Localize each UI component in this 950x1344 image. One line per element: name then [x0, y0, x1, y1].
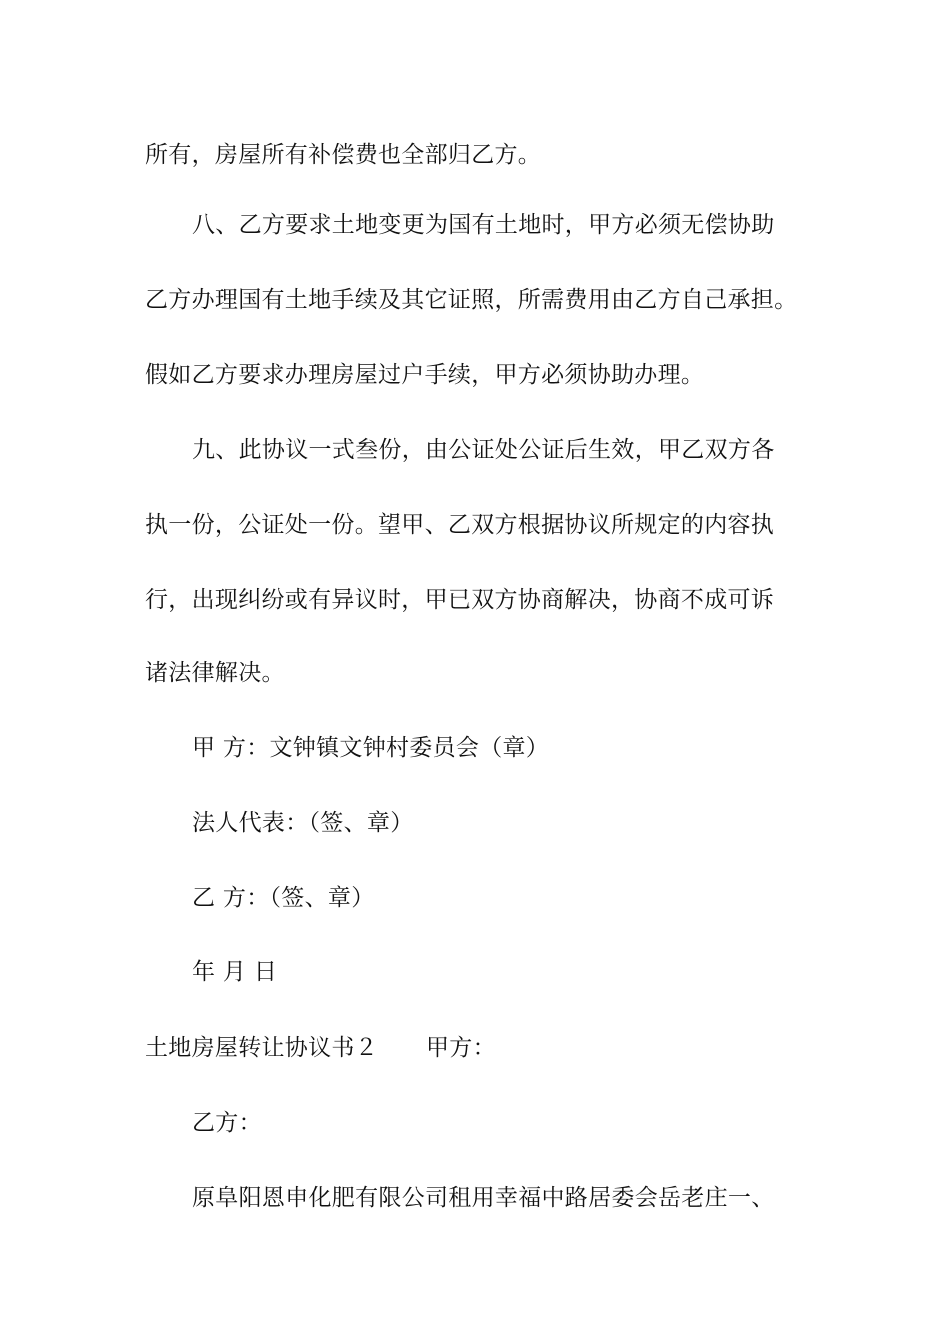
- paragraph-line: 假如乙方要求办理房屋过户手续，甲方必须协助办理。: [145, 362, 705, 388]
- party-a-signature-line: 甲 方：文钟镇文钟村委员会（章）: [192, 735, 550, 761]
- party-b-label: 乙方：: [192, 1110, 262, 1136]
- clause-8-line: 八、乙方要求土地变更为国有土地时，甲方必须无偿协助: [192, 212, 775, 238]
- date-line: 年 月 日: [192, 959, 278, 985]
- second-agreement-heading: [145, 1033, 496, 1063]
- agreement-title: 土地房屋转让协议书２: [145, 1035, 378, 1061]
- paragraph-line: 诸法律解决。: [145, 660, 285, 686]
- party-b-signature-line: 乙 方：（签、章）: [192, 885, 375, 911]
- paragraph-line: 行，出现纠纷或有异议时，甲已双方协商解决，协商不成可诉: [145, 587, 775, 613]
- clause-9-line: 九、此协议一式叁份，由公证处公证后生效，甲乙双方各: [192, 437, 775, 463]
- party-a-label: 甲方：: [426, 1035, 496, 1061]
- paragraph-line: 乙方办理国有土地手续及其它证照，所需费用由乙方自己承担。: [145, 287, 798, 313]
- paragraph-line: 所有，房屋所有补偿费也全部归乙方。: [145, 142, 542, 168]
- legal-representative-line: 法人代表：（签、章）: [192, 810, 414, 836]
- paragraph-line: 原阜阳恩申化肥有限公司租用幸福中路居委会岳老庄一、: [192, 1185, 775, 1211]
- paragraph-line: 执一份，公证处一份。望甲、乙双方根据协议所规定的内容执: [145, 512, 775, 538]
